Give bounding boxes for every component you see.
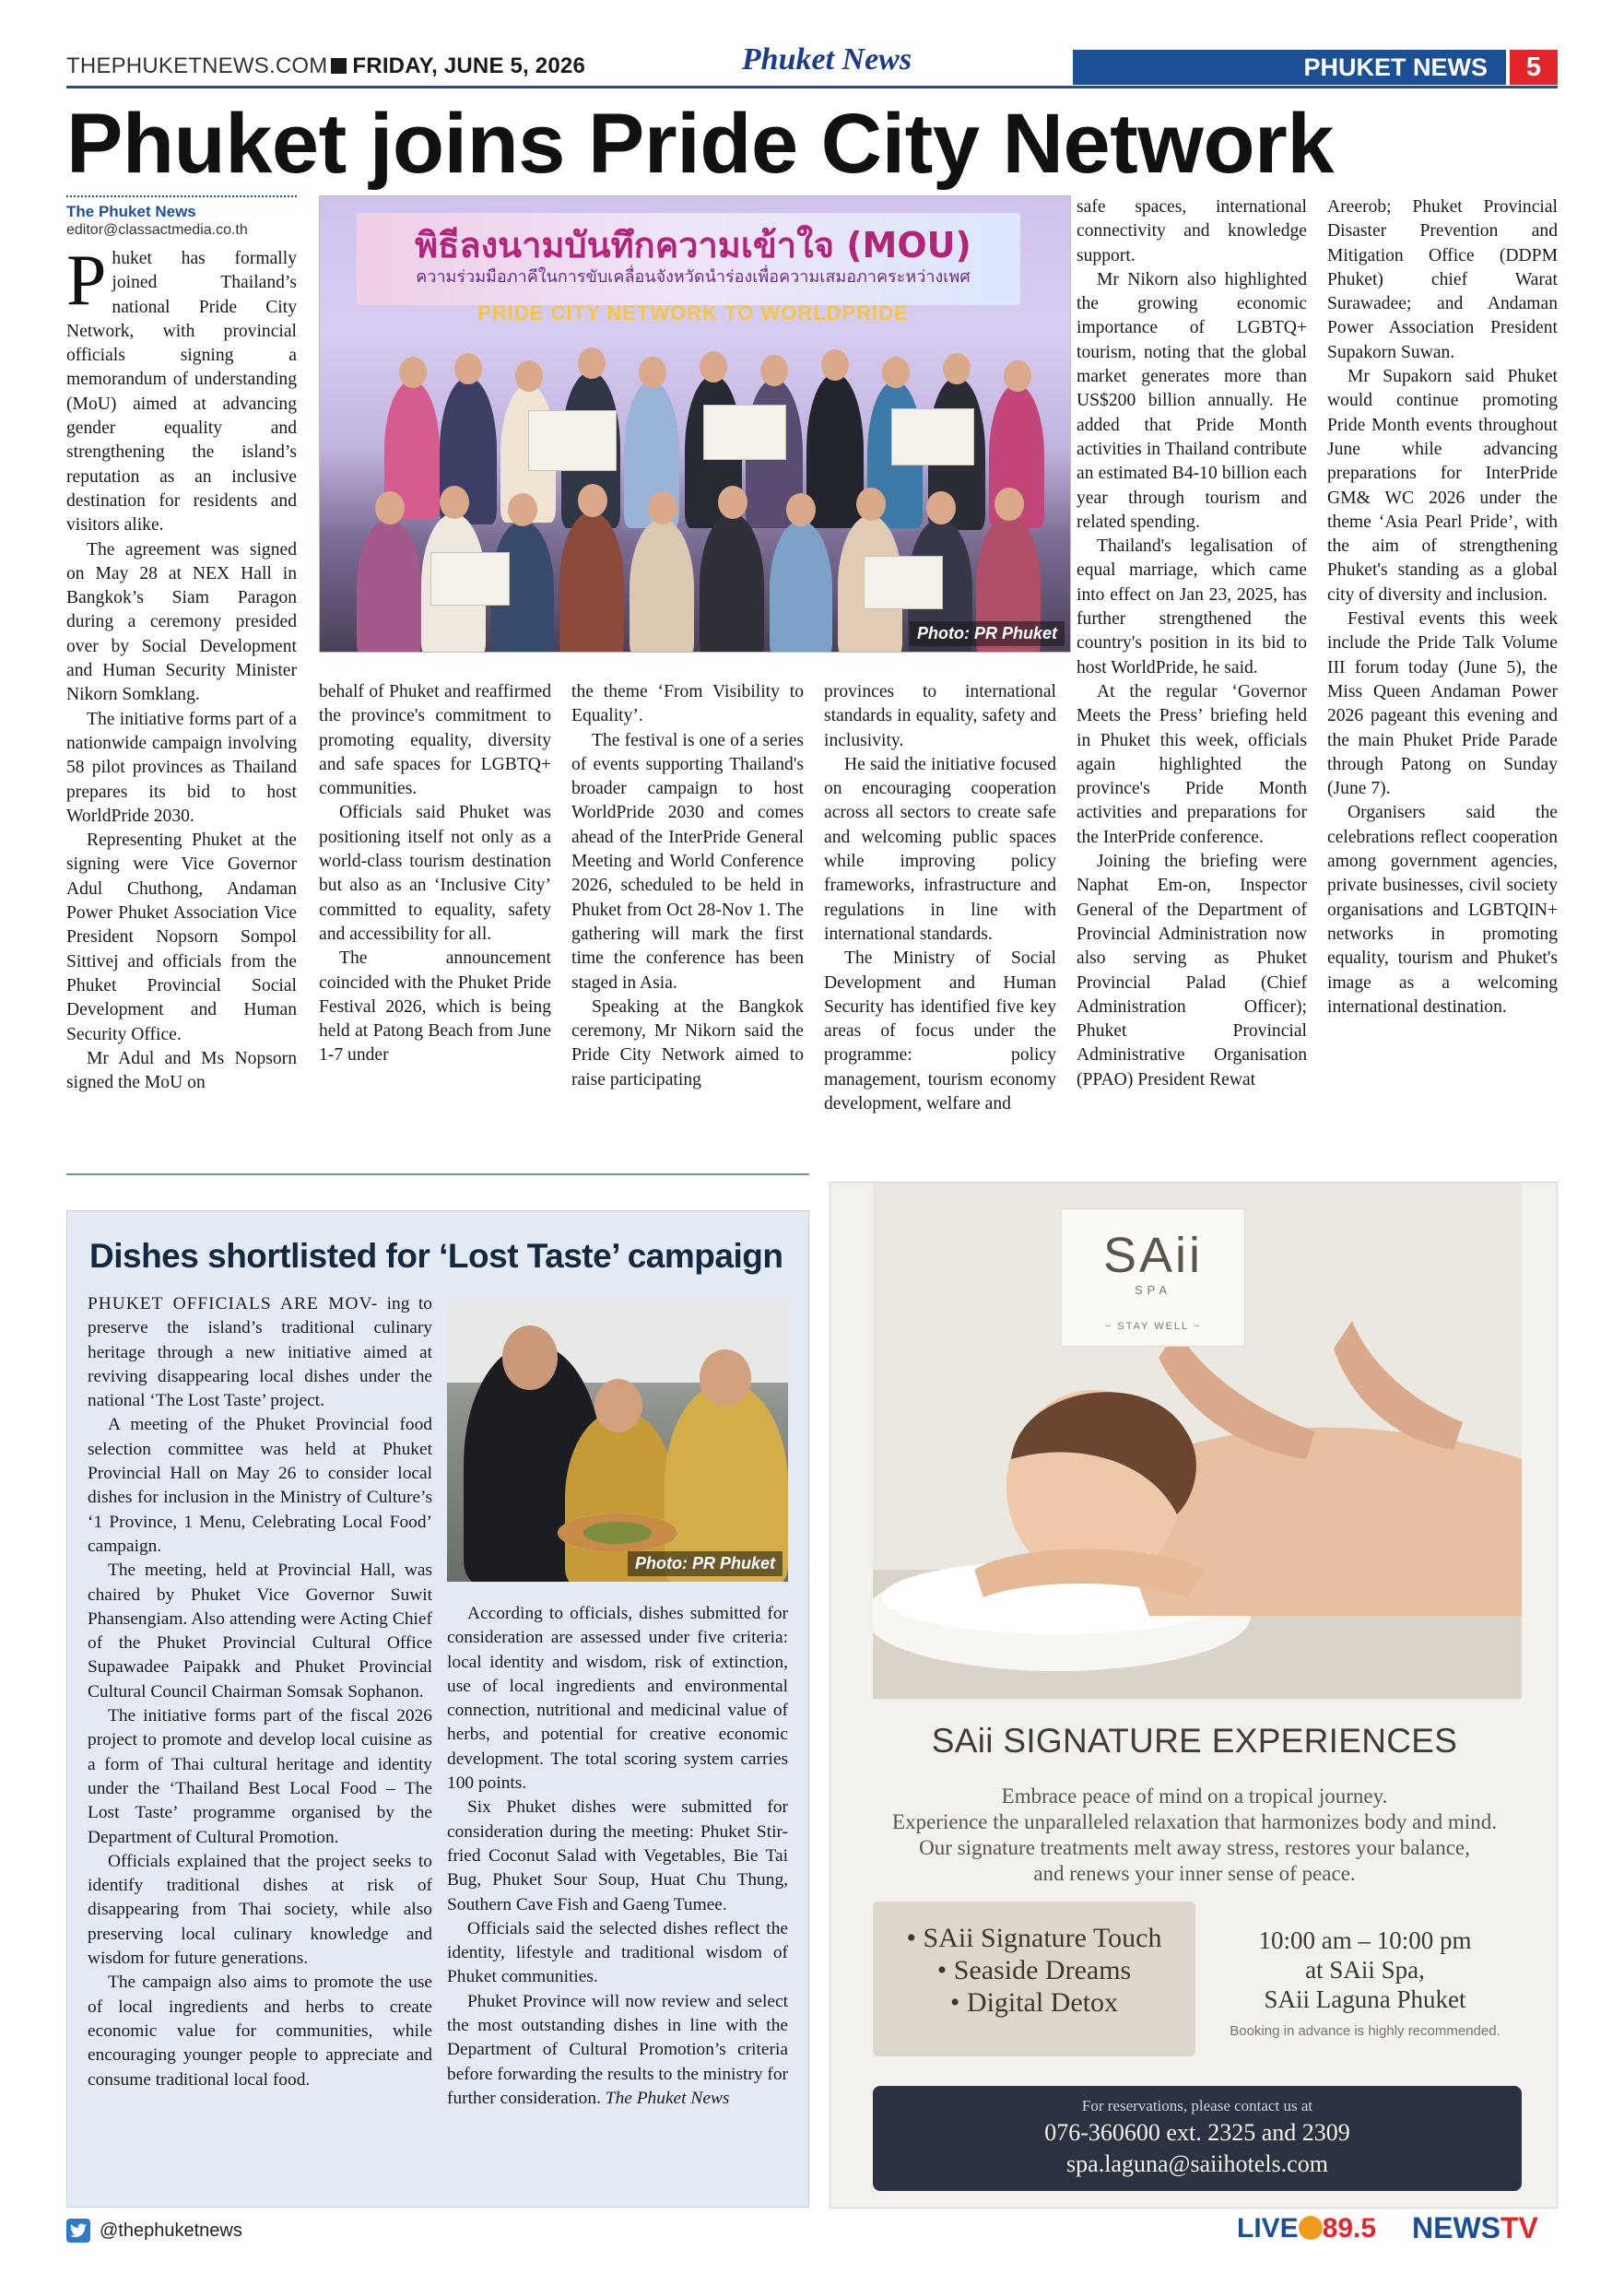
byline-email[interactable]: editor@classactmedia.co.th xyxy=(66,222,248,238)
article-paragraph: the theme ‘From Visibility to Equality’. xyxy=(571,682,804,726)
section-divider xyxy=(66,1173,809,1175)
article-column-4 xyxy=(824,680,1056,1116)
news-tv-logo[interactable]: NEWSTV xyxy=(1412,2211,1538,2244)
article-paragraph: The meeting, held at Provincial Hall, was chaired by Phuket Vice Governor Suwit Phansengiam. Also attending were Acting Chief of the Phuket Provincial Cultural Office Supawadee Paipakk and Phuket Provincial Cultural Council Chairman Somsak Sophanon. xyxy=(88,1561,432,1702)
article-paragraph: Mr Supakorn said Phuket would continue promoting Pride Month events throughout June while advancing preparations for InterPride GM& WC 2026 under the theme ‘Asia Pearl Pride’, with the aim of strengthening Phuket's standing as a global city of diversity and inclusion. xyxy=(1327,367,1558,605)
masthead-logo[interactable] xyxy=(693,42,960,83)
article-column-5 xyxy=(1077,195,1307,1092)
article-paragraph: Mr Nikorn also highlighted the growing economic importance of LGBTQ+ tourism, noting that the global market generates more than US$200 billion annually. He added that Pride Month activities in Thailand contribute an estimated B4-10 billion each year through tourism and related spending. xyxy=(1077,269,1307,532)
dishes-column-2 xyxy=(447,1602,788,2111)
article-paragraph: Thailand's legalisation of equal marriage, which came into effect on Jan 23, 2025, has further strengthened the country's position in its bid to host WorldPride, he said. xyxy=(1077,536,1307,677)
section-label: PHUKET NEWS xyxy=(1073,50,1506,85)
ad-heading: SAii SIGNATURE EXPERIENCES xyxy=(931,1722,1458,1760)
article-paragraph: The campaign also aims to promote the use of local ingredients and herbs to create economic value for communities, while encouraging younger people to appreciate and consume traditional local food. xyxy=(88,1973,432,2090)
ad-body-line: Our signature treatments melt away stress, restores your balance, xyxy=(919,1836,1470,1859)
tv-label: TV xyxy=(1500,2211,1538,2244)
page-footer xyxy=(66,2211,1558,2254)
booking-note: Booking in advance is highly recommended. xyxy=(1230,2023,1500,2039)
saii-spa-advertisement[interactable] xyxy=(830,1182,1558,2208)
article-paragraph: The agreement was signed on May 28 at NEX Hall in Bangkok’s Siam Paragon during a ceremony presided over by Social Development and Human Security Minister Nikorn Somklang. xyxy=(66,539,297,705)
ad-body-line: Experience the unparalleled relaxation that harmonizes body and mind. xyxy=(892,1810,1497,1833)
treatment-item: • SAii Signature Touch xyxy=(906,1923,1162,1953)
article-paragraph: A meeting of the Phuket Provincial food selection committee was held at Phuket Provincial Hall on May 26 to consider local dishes for inclusion in the Ministry of Culture’s ‘1 Province, 1 Menu, Celebrating Local Food’ campaign. xyxy=(88,1415,432,1556)
article-headline: Phuket joins Pride City Network xyxy=(66,97,1335,191)
ad-body xyxy=(867,1784,1522,1887)
hours-line: 10:00 am – 10:00 pm xyxy=(1258,1926,1472,1954)
mou-certificate xyxy=(891,408,974,465)
article-paragraph: Officials said Phuket was positioning itself not only as a world-class tourism destination but also as an ‘Inclusive City’ committed to equality, safety and accessibility for all. xyxy=(319,803,551,944)
article-paragraph: The initiative forms part of the fiscal 2026 project to promote and develop local cuisine as a form of Thai cultural heritage and identity under the ‘Thailand Best Local Food – The Lost Taste’ programme organised by the Department of Cultural Promotion. xyxy=(88,1706,432,1847)
article-paragraph: Phuket Province will now review and select the most outstanding dishes in line with the Department of Cultural Promotion’s criteria before forwarding the results to the ministry for further consideration. The Phuket News xyxy=(447,1991,788,2108)
article-paragraph: Areerob; Phuket Provincial Disaster Prevention and Mitigation Office (DDPM Phuket) chief Warat Surawadee; and Andaman Power Association President Supakorn Suwan. xyxy=(1327,197,1558,362)
treatment-item: • Seaside Dreams xyxy=(936,1955,1132,1985)
radio-dot-icon xyxy=(1299,2216,1323,2240)
article-paragraph: Organisers said the celebrations reflect cooperation among government agencies, private businesses, civil society organisations and LGBTQIN+ networks in promoting equality, tourism and Phuket's image as a welcoming international destination. xyxy=(1327,803,1558,1017)
dishes-story-box xyxy=(66,1210,809,2208)
article-paragraph: PHUKET OFFICIALS ARE MOV- ing to preserve the island’s traditional culinary heritage through a new initiative aimed at reviving disappearing local dishes under the national ‘The Lost Taste’ project. xyxy=(88,1294,432,1411)
treatment-item: • Digital Detox xyxy=(949,1987,1119,2018)
banner-network: PRIDE CITY NETWORK TO WORLDPRIDE xyxy=(477,301,909,324)
contact-intro: For reservations, please contact us at xyxy=(1081,2097,1313,2114)
live-radio-logo[interactable]: LIVE 89.5 xyxy=(1237,2213,1377,2244)
contact-email[interactable]: spa.laguna@saiihotels.com xyxy=(1066,2150,1328,2177)
article-paragraph: Officials said the selected dishes reflect the identity, lifestyle and traditional wisdom of Phuket communities. xyxy=(447,1918,788,1987)
article-paragraph: safe spaces, international connectivity and knowledge support. xyxy=(1077,197,1307,265)
ad-body-line: and renews your inner sense of peace. xyxy=(1033,1862,1356,1885)
saii-spa-logo xyxy=(1061,1208,1245,1347)
hours-line: at SAii Spa, xyxy=(1305,1956,1425,1984)
banner-subtitle: ความร่วมมือภาคีในการขับเคลื่อนจังหวัดนำร่องเพื่อความเสมอภาคระหว่างเพศ xyxy=(416,267,971,287)
article-paragraph: behalf of Phuket and reaffirmed the province's commitment to promoting equality, diversity and safe spaces for LGBTQ+ communities. xyxy=(319,682,551,799)
contact-phone[interactable]: 076-360600 ext. 2325 and 2309 xyxy=(1044,2119,1350,2146)
ad-body-line: Embrace peace of mind on a tropical journey. xyxy=(1001,1784,1388,1808)
article-paragraph: The initiative forms part of a nationwide campaign involving 58 pilot provinces as Thailand prepares its bid to host WorldPride 2030. xyxy=(66,709,297,826)
article-paragraph: According to officials, dishes submitted for consideration are assessed under five criteria: local identity and wisdom, risk of extinction, use of local ingredients and environmental connection, nutritional and medicinal value of herbs, and potential for creative economic development. The total scoring system carries 100 points. xyxy=(447,1604,788,1794)
group-of-people xyxy=(320,344,1071,653)
brand-name: SAii xyxy=(1102,1228,1204,1283)
logo-text: Phuket News xyxy=(741,42,912,77)
lead-in: PHUKET OFFICIALS ARE MOV- xyxy=(88,1294,379,1313)
mou-certificate xyxy=(864,556,943,609)
page-header xyxy=(66,42,1558,87)
article-paragraph: The announcement coincided with the Phuket Pride Festival 2026, which is being held at Patong Beach from June 1-7 under xyxy=(319,948,551,1066)
dishes-photo[interactable] xyxy=(447,1300,788,1582)
treatment-list xyxy=(873,1902,1195,2056)
header-site-date xyxy=(66,53,585,79)
dishes-headline: Dishes shortlisted for ‘Lost Taste’ campaign xyxy=(89,1237,783,1275)
reservation-contact xyxy=(873,2086,1522,2191)
article-paragraph: Six Phuket dishes were submitted for consideration during the meeting: Phuket Stir-fried Coconut Salad with Vegetables, Bie Tai Bug, Phuket Sour Soup, Huat Chu Thung, Southern Cave Fish and Gaeng Tumee. xyxy=(447,1797,788,1914)
photo-credit: Photo: PR Phuket xyxy=(628,1551,783,1576)
issue-date: FRIDAY, JUNE 5, 2026 xyxy=(352,53,585,78)
page-number: 5 xyxy=(1510,50,1558,85)
twitter-handle[interactable]: @thephuketnews xyxy=(100,2220,242,2241)
article-paragraph: Phuket has formally joined Thailand’s national Pride City Network, with provincial officials signing a memorandum of understanding (MoU) aimed at advancing gender equality and strengthening the island’s reputation as an inclusive destination for residents and visitors alike. xyxy=(66,240,297,536)
drop-cap: P xyxy=(66,240,107,320)
byline-divider xyxy=(66,195,297,197)
mou-certificate xyxy=(703,405,786,460)
opening-hours xyxy=(1208,1926,1522,2039)
article-paragraph: The festival is one of a series of events supporting Thailand's broader campaign to host WorldPride 2030 and comes ahead of the InterPride General Meeting and World Conference 2026, scheduled to be held in Phuket from Oct 28-Nov 1. The gathering will mark the first time the conference has been staged in Asia. xyxy=(571,730,804,993)
article-paragraph: Officials explained that the project seeks to identify traditional dishes at risk of disappearing from Thai society, while also preserving local culinary knowledge and wisdom for future generations. xyxy=(88,1851,432,1969)
article-paragraph: At the regular ‘Governor Meets the Press’ briefing held in Phuket this week, officials again highlighted the province's Pride Month activities and preparations for the InterPride conference. xyxy=(1077,681,1307,847)
site-name[interactable]: THEPHUKETNEWS.COM xyxy=(66,53,328,78)
photo-credit: Photo: PR Phuket xyxy=(910,621,1065,646)
signoff: The Phuket News xyxy=(605,2088,730,2108)
brand-sub: SPA xyxy=(1134,1283,1172,1297)
article-column-3 xyxy=(571,680,804,1092)
mou-signing-photo[interactable] xyxy=(319,195,1071,653)
brand-tagline: ~ STAY WELL ~ xyxy=(1104,1321,1202,1332)
article-paragraph: Festival events this week include the Pride Talk Volume III forum today (June 5), the Miss Queen Andaman Power 2026 pageant this evening and the main Phuket Pride Parade through Patong on Sunday (June 7). xyxy=(1327,609,1558,799)
article-paragraph: The Ministry of Social Development and Human Security has identified five key areas of focus under the programme: policy management, tourism economy development, welfare and xyxy=(824,948,1056,1114)
mou-certificate xyxy=(430,552,510,606)
twitter-icon[interactable] xyxy=(66,2219,90,2243)
banner-title: พิธีลงนามบันทึกความเข้าใจ (MOU) xyxy=(415,225,971,265)
article-column-1 xyxy=(66,240,297,1095)
article-paragraph: provinces to international standards in equality, safety and inclusivity. xyxy=(824,682,1056,750)
article-column-2 xyxy=(319,680,551,1068)
square-bullet-icon xyxy=(331,58,347,74)
article-paragraph: Representing Phuket at the signing were Vice Governor Adul Chuthong, Andaman Power Phuket Association Vice President Nopsorn Sompol Sittivej and officials from the Phuket Provincial Social Development and Human Security Office. xyxy=(66,830,297,1044)
radio-frequency: 89.5 xyxy=(1322,2213,1377,2244)
dishes-column-1 xyxy=(88,1292,432,2092)
byline xyxy=(66,195,297,240)
byline-publication: The Phuket News xyxy=(66,203,196,220)
article-paragraph: Speaking at the Bangkok ceremony, Mr Nikorn said the Pride City Network aimed to raise participating xyxy=(571,996,804,1089)
mou-certificate xyxy=(528,410,617,471)
article-paragraph: He said the initiative focused on encouraging cooperation across all sectors to create safe and welcoming public spaces while improving policy frameworks, infrastructure and regulations in line with international standards. xyxy=(824,754,1056,944)
article-paragraph: Mr Adul and Ms Nopsorn signed the MoU on xyxy=(66,1048,297,1093)
article-column-6 xyxy=(1327,195,1558,1019)
header-rule xyxy=(66,86,1558,88)
hours-line: SAii Laguna Phuket xyxy=(1264,1985,1466,2013)
article-paragraph: Joining the briefing were Naphat Em-on, Inspector General of the Department of Provincial Administration now also serving as Phuket Provincial Palad (Chief Administration Officer); Phuket Provincial Administrative Organisation (PPAO) President Rewat xyxy=(1077,852,1307,1089)
